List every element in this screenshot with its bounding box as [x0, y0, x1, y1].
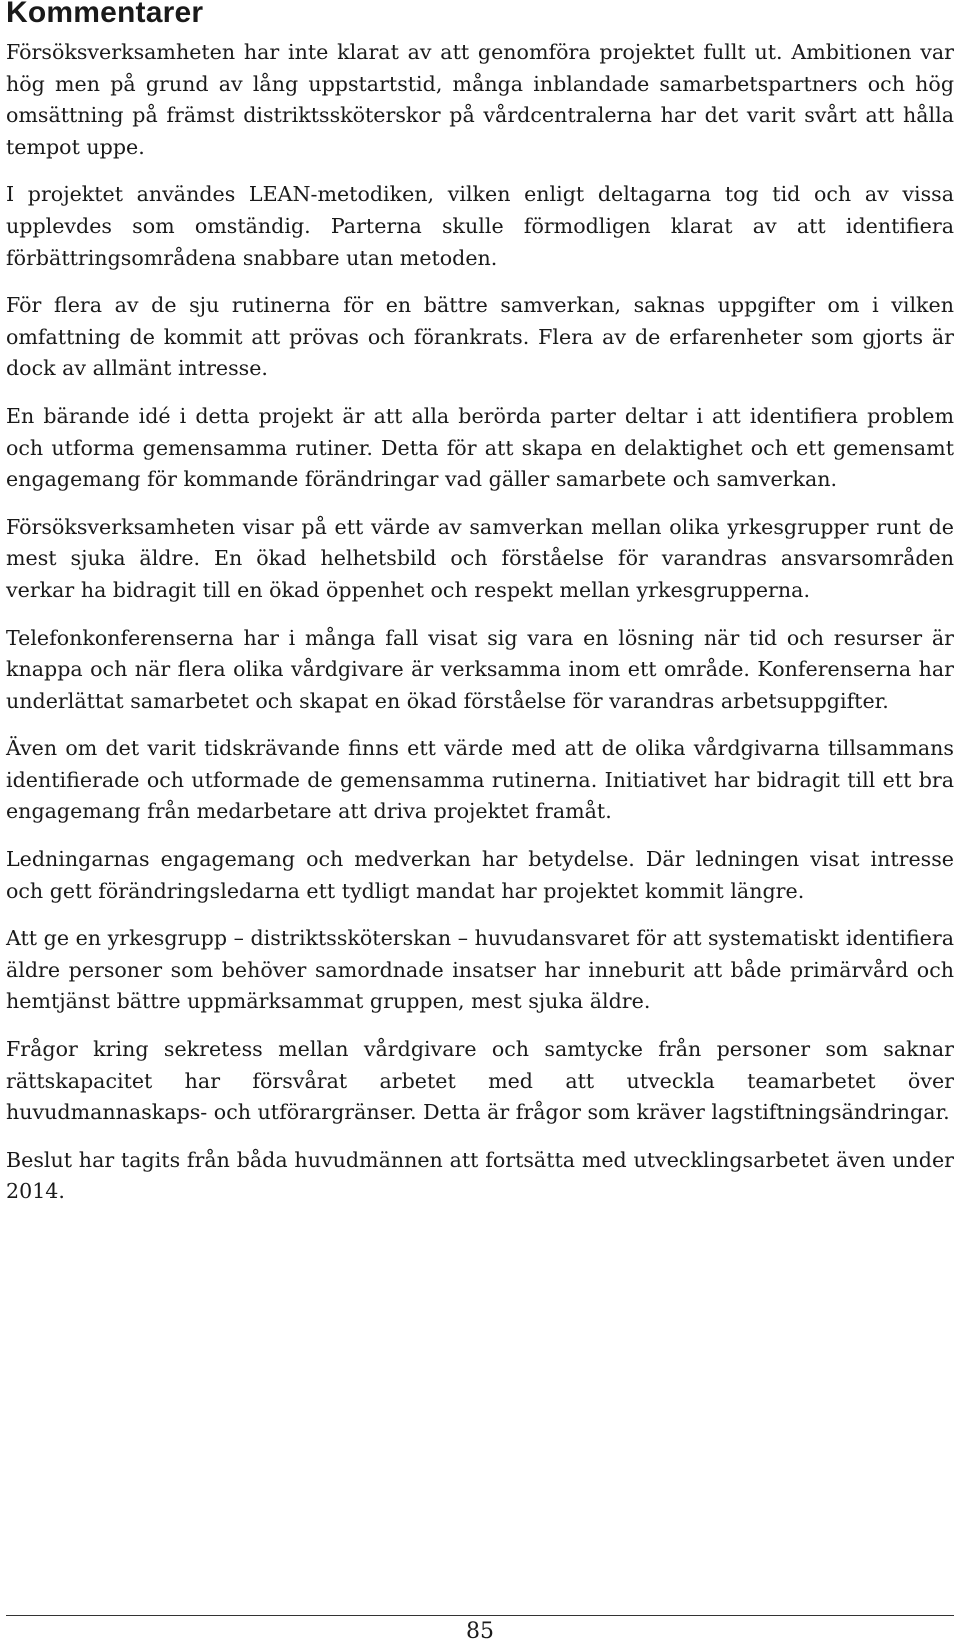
paragraph-5: Försöksverksamheten visar på ett värde av samverkan mellan olika yrkesgrupper runt de mest sjuka äldre. En ökad helhetsbild och förståelse för varandras ansvarsområden verkar ha bidragit till en ökad öppenhet och respekt mellan yrkesgrupperna. [6, 514, 954, 602]
paragraph-2: I projektet användes LEAN-metodiken, vilken enligt deltagarna tog tid och av vissa upplevdes som omständig. Parterna skulle förmodligen klarat av att identifiera förbättringsområdena snabbare utan metoden. [6, 182, 954, 270]
section-heading: Kommentarer [6, 0, 204, 29]
paragraph-7: Även om det varit tidskrävande finns ett värde med att de olika vårdgivarna tillsammans identifierade och utformade de gemensamma rutinerna. Initiativet har bidragit till ett bra engagemang från medarbetare att driva projektet framåt. [6, 736, 954, 824]
paragraph-10: Frågor kring sekretess mellan vårdgivare och samtycke från personer som saknar rättskapacitet har försvårat arbetet med att utveckla teamarbetet över huvudmannaskaps- och utförargränser. Detta är frågor som kräver lagstiftningsändringar. [6, 1037, 954, 1125]
paragraph-4: En bärande idé i detta projekt är att alla berörda parter deltar i att identifiera problem och utforma gemensamma rutiner. Detta för att skapa en delaktighet och ett gemensamt engagemang för kommande förändringar vad gäller samarbete och samverkan. [6, 403, 954, 492]
paragraph-11: Beslut har tagits från båda huvudmännen att fortsätta med utvecklingsarbetet även under 2014. [6, 1147, 954, 1204]
paragraph-1: Försöksverksamheten har inte klarat av att genomföra projektet fullt ut. Ambitionen var hög men på grund av lång uppstartstid, många inblandade samarbetspartners och hög omsättning på främst distriktssköterskor på vårdcentralerna har det varit svårt att hålla tempot uppe. [6, 40, 954, 159]
paragraph-3: För flera av de sju rutinerna för en bättre samverkan, saknas uppgifter om i vilken omfattning de kommit att prövas och förankrats. Flera av de erfarenheter som gjorts är dock av allmänt intresse. [6, 293, 954, 381]
paragraph-9: Att ge en yrkesgrupp – distriktssköterskan – huvudansvaret för att systematiskt identifiera äldre personer som behöver samordnade insatser har inneburit att både primärvård och hemtjänst bättre uppmärksammat gruppen, mest sjuka äldre. [6, 926, 954, 1014]
paragraph-8: Ledningarnas engagemang och medverkan har betydelse. Där ledningen visat intresse och gett förändringsledarna ett tydligt mandat har projektet kommit längre. [6, 847, 954, 903]
section-body [6, 37, 954, 1224]
page-number: 85 [466, 1619, 494, 1644]
paragraph-6: Telefonkonferenserna har i många fall visat sig vara en lösning när tid och resurser är knappa och när flera olika vårdgivare är verksamma inom ett område. Konferenserna har underlättat samarbetet och skapat en ökad förståelse för varandras arbetsuppgifter. [6, 625, 954, 713]
